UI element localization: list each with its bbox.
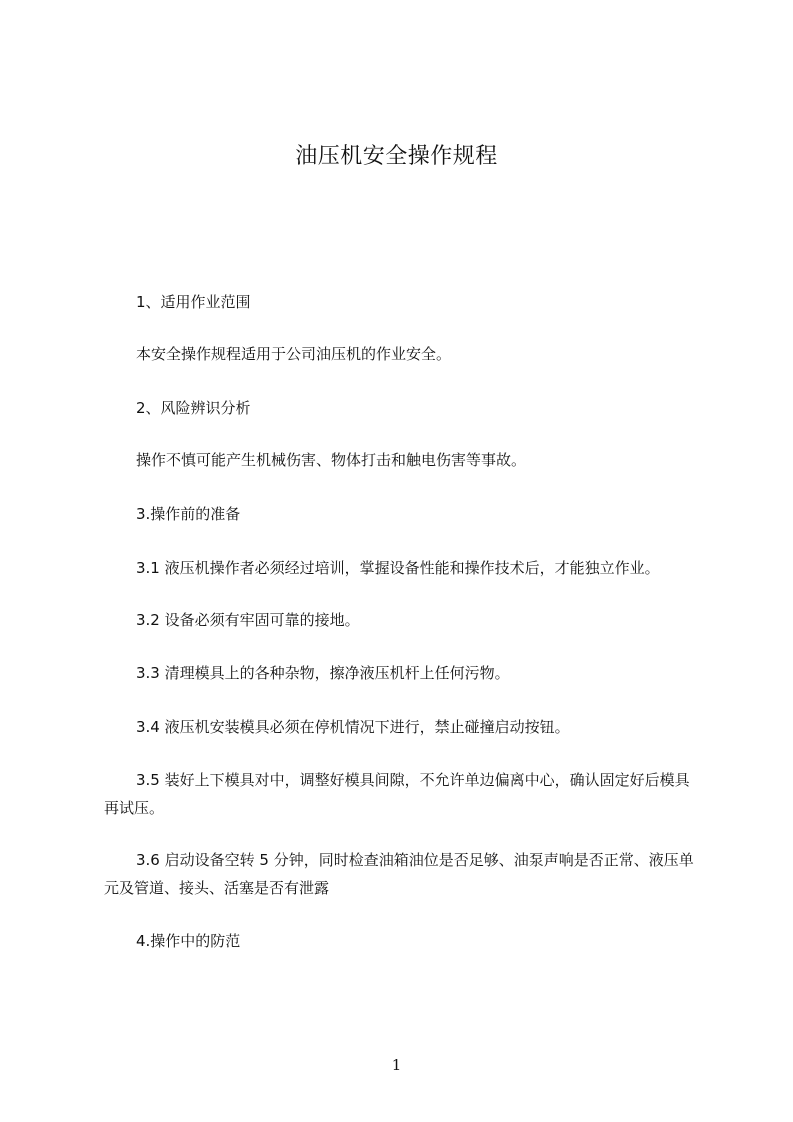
- paragraph-scope: 本安全操作规程适用于公司油压机的作业安全。: [136, 345, 452, 363]
- paragraph-3-6: 3.6 启动设备空转 5 分钟，同时检查油箱油位是否足够、油泵声响是否正常、液压单元及管道、接头、活塞是否有泄露: [104, 851, 694, 897]
- paragraph-3-3: 3.3 清理模具上的各种杂物，擦净液压机杆上任何污物。: [136, 664, 510, 682]
- section-heading-3: 3.操作前的准备: [136, 505, 241, 523]
- paragraph-3-5: 3.5 装好上下模具对中，调整好模具间隙，不允许单边偏离中心，确认固定好后模具再试压。: [104, 771, 690, 817]
- paragraph-risk: 操作不慎可能产生机械伤害、物体打击和触电伤害等事故。: [136, 451, 527, 469]
- document-title: 油压机安全操作规程: [295, 144, 498, 169]
- section-heading-4: 4.操作中的防范: [136, 932, 241, 950]
- paragraph-3-2: 3.2 设备必须有牢固可靠的接地。: [136, 611, 360, 629]
- paragraph-3-4: 3.4 液压机安装模具必须在停机情况下进行，禁止碰撞启动按钮。: [136, 718, 570, 736]
- page-number: 1: [391, 1056, 402, 1074]
- section-heading-1: 1、适用作业范围: [136, 293, 251, 311]
- section-heading-2: 2、风险辨识分析: [136, 399, 251, 417]
- paragraph-3-1: 3.1 液压机操作者必须经过培训，掌握设备性能和操作技术后，才能独立作业。: [136, 559, 660, 577]
